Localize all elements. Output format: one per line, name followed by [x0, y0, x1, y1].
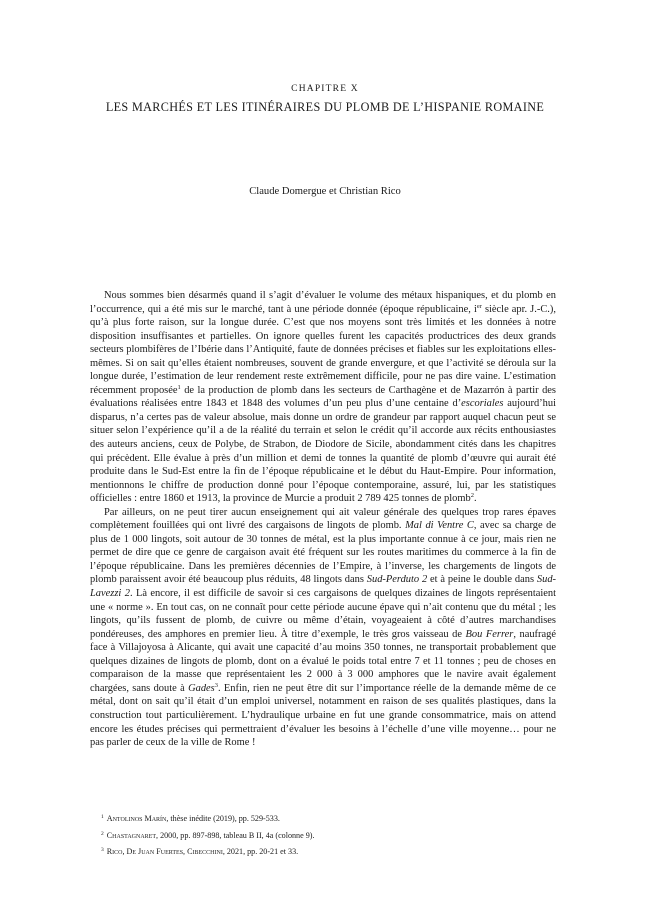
century-numeral: $i^{er}$: [473, 302, 482, 315]
footnote-3: [101, 843, 561, 860]
paragraph-2-text-b: , avec sa charge de plus de 1 000 lingots, soit autour de 30 tonnes de métal, est la plus importante connue à ce jour, mais rien ne permet de dire que ce genre de cargaison avait été fréquent sur les routes maritimes du commerce à la fin de l’époque républicaine. Dans les premières décennies de l’Empire, à l’inverse, les chargements de lingots de plomb paraissent avoir été beaucoup plus réduits, 48 lingots dans: [90, 520, 556, 586]
paragraph-2-text-a: Par ailleurs, on ne peut tirer aucun enseignement qui ait valeur générale des quelques trop rares épaves complètement fouillées qui ont livré des cargaisons de lingots de plomb.: [90, 506, 556, 532]
paragraph-1-text-b: siècle apr. J.-C.), qu’à plus forte raison, sur la longue durée. C’est que nos moyens sont très limités et les données à notre disposition insuffisantes et partielles. On ignore quelles furent les capacités productrices des deux grands secteurs plombifères de l’Ibérie dans l’Antiquité, faute de données précises et fiables sur les exploitations elles-mêmes. Si on sait qu’elles étaient nombreuses, souvent de grande envergure, et que l’activité se déroula sur la longue durée, l’estimation de leur rendement reste extrêmement difficile, pour ne pas dire vaine. L’estimation récemment proposée: [90, 303, 556, 396]
footnote-ref-1[interactable]: 1: [177, 383, 181, 391]
footnote-1: [101, 810, 561, 827]
place-gades: Gades: [188, 682, 215, 694]
footnote-3-mark: 3: [101, 847, 104, 853]
chapter-title: LES MARCHÉS ET LES ITINÉRAIRES DU PLOMB DE L’HISPANIE ROMAINE: [105, 100, 545, 114]
wreck-bou-ferrer: Bou Ferrer: [465, 628, 514, 640]
paragraph-2-text-d: . Là encore, il est difficile de savoir si ces cargaisons de quelques dizaines de lingots représentaient une « norme ». En tout cas, on ne connaît pour cette période aucune épave qui n’ait contenu que du métal ; les lingots, qu’ils fussent de plomb, de cuivre ou même d’étain, voyageaient à côté d’autres marchandises pondéreuses, des amphores en premier lieu. À titre d’exemple, le très gros vaisseau de: [90, 588, 557, 640]
paragraph-1-text-c: de la production de plomb dans les secteurs de Carthagène et de Mazarrón à partir des évaluations réalisées entre 1843 et 1848 des volumes d’un peu plus d’une centaine d’: [90, 384, 556, 410]
paragraph-1-text-d: aujourd’hui disparus, n’a certes pas de valeur absolue, mais donne un ordre de grandeur par rapport auquel chacun peut se situer selon l’expérience qu’il a de la réalité du terrain et selon le crédit qu’il accorde aux récits enthousiastes des auteurs anciens, ceux de Polybe, de Strabon, de Diodore de Sicile, abondamment cités dans les chapitres qui précèdent. Elle évalue à près d’un million et demi de tonnes la quantité de plomb d’œuvre qui aurait été produite dans le Sud-Est entre la fin de l’époque républicaine et le début du Haut-Empire. Pour information, mentionnons le chiffre de production donné pour l’époque contemporaine, assuré, lui, par les statistiques officielles : entre 1860 et 1913, la province de Murcie a produit 2 789 425 tonnes de plomb: [90, 398, 557, 505]
footnote-2-mark: 2: [101, 830, 104, 837]
footnote-2-text: , 2000, pp. 897-898, tableau B II, 4a (colonne 9).: [156, 830, 315, 840]
footnote-2: [101, 827, 561, 844]
footnote-1-mark: 1: [101, 814, 104, 820]
chapter-label: CHAPITRE X: [291, 84, 359, 94]
term-escoriales: escoriales: [461, 398, 504, 410]
paragraph-2: [90, 506, 556, 750]
paragraph-1-text-e: .: [473, 493, 477, 505]
wreck-sud-perduto: Sud-Perduto 2: [366, 574, 428, 586]
footnote-ref-2[interactable]: 2: [470, 492, 474, 500]
wreck-sud-lavezzi: Sud-Lavezzi 2: [90, 574, 557, 600]
superscript-er: er: [476, 302, 482, 310]
paragraph-2-text-e: , naufragé face à Villajoyosa à Alicante, qui avait une capacité d’au moins 350 tonnes, ne transportait probablement que quelques dizaines de lingots de plomb, dont on a évalué le poids total entre 7 et 11 tonnes ; peu de choses en comparaison de la masse que représentaient les 2 000 à 3 000 amphores que le navire avait également chargées, sans doute à: [90, 628, 556, 694]
footnote-1-author: Antolinos Marín: [106, 814, 167, 823]
footnote-3-author: Rico, De Juan Fuertes, Cibecchini: [106, 847, 223, 856]
footnote-2-author: Chastagnaret: [106, 830, 157, 840]
paragraph-2-text-c: et à peine le double dans: [427, 574, 537, 586]
authors-line: Claude Domergue et Christian Rico: [249, 186, 401, 197]
footnotes: [101, 810, 561, 860]
paragraph-1-text-a: Nous sommes bien désarmés quand il s’agit d’évaluer le volume des métaux hispaniques, et du plomb en l’occurrence, qui a été mis sur le marché, tant à une période donnée (époque républicaine,: [90, 290, 556, 315]
paragraph-1: [90, 289, 556, 506]
footnote-1-text: , thèse inédite (2019), pp. 529-533.: [166, 814, 280, 823]
body-text: [90, 289, 556, 750]
footnote-3-text: , 2021, pp. 20-21 et 33.: [222, 847, 299, 856]
paragraph-2-text-f: . Enfin, rien ne peut être dit sur l’importance réelle de la demande même de ce métal, dont on sait qu’il était d’un emploi universel, notamment en raison de ses qualités plastiques, dans la construction tout particulièrement. L’hydraulique urbaine en fut une grande consommatrice, mais on attend encore les études précises qui permettraient d’évaluer les besoins à l’échelle d’une ville moyenne… pour ne pas parler de ceux de la ville de Rome !: [90, 682, 557, 749]
wreck-mal-di-ventre: Mal di Ventre C: [405, 520, 474, 532]
footnote-ref-3[interactable]: 3: [214, 681, 218, 689]
